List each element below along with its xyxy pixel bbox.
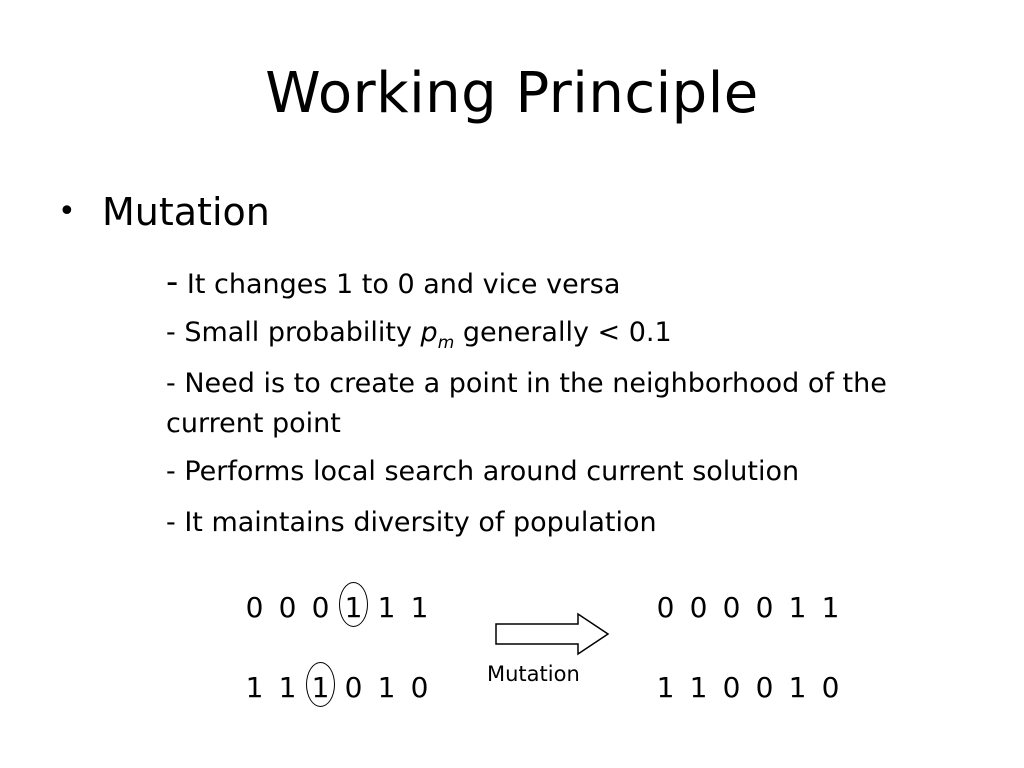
sub-point-2 (166, 313, 976, 363)
sub-point-2-prefix: - Small probability (166, 317, 421, 348)
arrow-label: Mutation (487, 662, 580, 686)
sub-point-2-suffix: generally < 0.1 (454, 317, 672, 348)
bit: 0 (755, 591, 774, 624)
bit: 0 (245, 591, 264, 624)
bit: 0 (722, 591, 741, 624)
mutated-bit: 1 (341, 590, 366, 626)
bit: 0 (755, 671, 774, 704)
sub-point-4: - Performs local search around current solution (166, 456, 800, 487)
sub-point-3: - Need is to create a point in the neighborhood of the current point (166, 368, 887, 439)
bit: 1 (689, 671, 708, 704)
after-row-1 (653, 590, 843, 626)
bullet-label: Mutation (102, 190, 270, 234)
bullet-mutation (58, 186, 270, 238)
bit: 1 (377, 671, 396, 704)
before-row-1 (242, 590, 432, 626)
bit: 0 (689, 591, 708, 624)
bit: 1 (278, 671, 297, 704)
bit: 1 (656, 671, 675, 704)
right-arrow-icon (494, 612, 612, 656)
bit: 1 (788, 671, 807, 704)
sub-point-1-dash: - (166, 262, 179, 302)
after-row-2 (653, 670, 843, 706)
bit: 1 (788, 591, 807, 624)
bit: 1 (377, 591, 396, 624)
probability-symbol: p (420, 317, 438, 348)
bit: 0 (656, 591, 675, 624)
mutated-bit: 1 (308, 670, 333, 706)
bit: 0 (344, 671, 363, 704)
bit: 1 (410, 591, 429, 624)
bit: 0 (410, 671, 429, 704)
bit: 0 (722, 671, 741, 704)
sub-point-1 (166, 262, 976, 305)
probability-subscript: m (437, 333, 455, 353)
bit: 0 (821, 671, 840, 704)
bit: 0 (311, 591, 330, 624)
slide-title: Working Principle (265, 61, 759, 126)
bit: 1 (821, 591, 840, 624)
sub-point-1-text: It changes 1 to 0 and vice versa (178, 269, 621, 300)
sub-point-5: - It maintains diversity of population (166, 507, 657, 538)
bullet-icon: • (58, 194, 76, 229)
bit: 1 (245, 671, 264, 704)
bit: 0 (278, 591, 297, 624)
before-row-2 (242, 670, 432, 706)
